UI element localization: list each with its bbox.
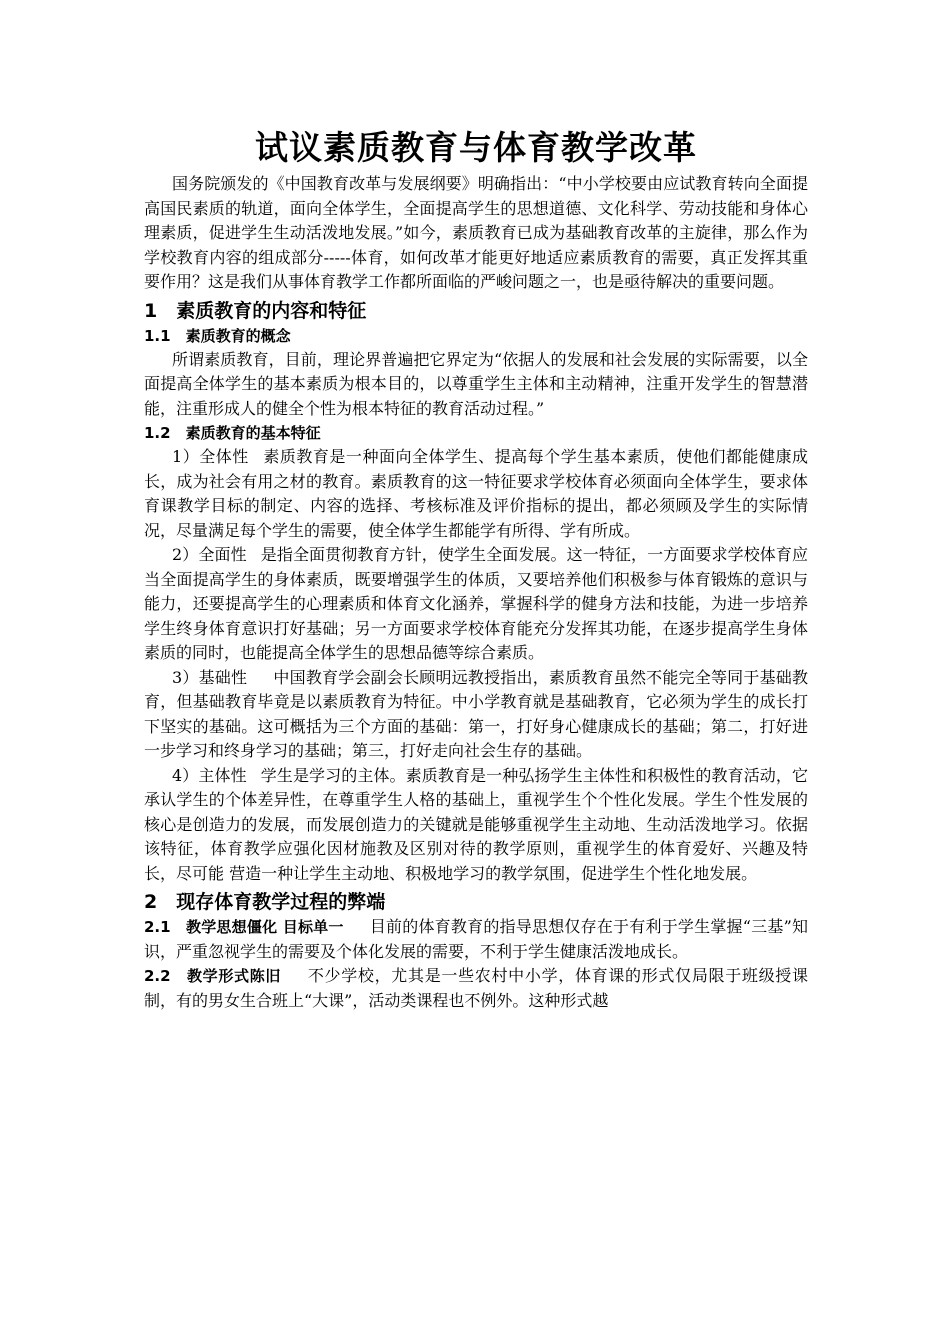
section-2-1-lead: 2.1 教学思想僵化 目标单一 <box>144 918 344 936</box>
feature-text: 是指全面贯彻教育方针，使学生全面发展。这一特征，一方面要求学校体育应当全面提高学生的身体素质，既要增强学生的体质，又要培养他们积极参与体育锻炼的意识与能力，还要提高学生的心理素质和体育文化涵养，掌握科学的健身方法和技能，为进一步培养学生终身体育意识打好基础；另一方面要求学校体育能充分发挥其功能，在逐步提高学生身体素质的同时，也能提高全体学生的思想品德等综合素质。 <box>144 545 808 662</box>
feature-item-4 <box>144 764 808 887</box>
document-title: 试议素质教育与体育教学改革 <box>255 128 697 167</box>
section-1-1-paragraph: 所谓素质教育，目前，理论界普遍把它界定为“依据人的发展和社会发展的实际需要，以全面提高全体学生的基本素质为根本目的，以尊重学生主体和主动精神，注重开发学生的智慧潜能，注重形成人的健全个性为根本特征的教育活动过程。” <box>144 349 808 418</box>
section-1-1-heading: 1.1 素质教育的概念 <box>144 326 291 345</box>
feature-label: 1）全体性 <box>172 447 249 466</box>
feature-text: 学生是学习的主体。素质教育是一种弘扬学生主体性和积极性的教育活动，它承认学生的个体差异性，在尊重学生人格的基础上，重视学生个个性化发展。学生个性发展的核心是创造力的发展，而发展创造力的关键就是能够重视学生主动地、生动活泼地学习。依据该特征，体育教学应强化因材施教及区别对待的教学原则，重视学生的体育爱好、兴趣及特长，尽可能 营造一种让学生主动地、积极地学习的教学氛围，促进学生个性化地发展。 <box>144 765 808 883</box>
section-2-heading: 2 现存体育教学过程的弊端 <box>144 891 386 913</box>
section-2-1-text: 目前的体育教育的指导思想仅存在于有利于学生掌握“三基”知识，严重忽视学生的需要及个体化发展的需要，不利于学生健康活泼地成长。 <box>144 917 808 961</box>
section-1-2-heading: 1.2 素质教育的基本特征 <box>144 424 321 442</box>
section-2-2-text: 不少学校，尤其是一些农村中小学，体育课的形式仅局限于班级授课制，有的男女生合班上“大课”，活动类课程也不例外。这种形式越 <box>144 966 808 1010</box>
feature-text: 素质教育是一种面向全体学生、提高每个学生基本素质，使他们都能健康成长，成为社会有用之材的教育。素质教育的这一特征要求学校体育必须面向全体学生，要求体育课教学目标的制定、内容的选择、考核标准及评价指标的提出，都必须顾及学生的实际情况，尽量满足每个学生的需要，使全体学生都能学有所得、学有所成。 <box>144 447 808 540</box>
section-1-heading: 1 素质教育的内容和特征 <box>144 299 367 322</box>
section-2-2-lead: 2.2 教学形式陈旧 <box>144 967 282 985</box>
feature-item-3 <box>144 666 808 764</box>
feature-label: 3）基础性 <box>172 667 248 687</box>
feature-label: 4）主体性 <box>172 765 247 785</box>
feature-label: 2）全面性 <box>172 545 247 564</box>
section-2-2-paragraph <box>144 964 808 1013</box>
feature-item-1 <box>144 445 808 543</box>
intro-paragraph: 国务院颁发的《中国教育改革与发展纲要》明确指出：“中小学校要由应试教育转向全面提高国民素质的轨道，面向全体学生，全面提高学生的思想道德、文化科学、劳动技能和身体心理素质，促进学生生动活泼地发展。”如今，素质教育已成为基础教育改革的主旋律，那么作为学校教育内容的组成部分-----体育，如何改革才能更好地适应素质教育的需要，真正发挥其重要作用？这是我们从事体育教学工作都所面临的严峻问题之一，也是亟待解决的重要问题。 <box>144 174 808 291</box>
feature-item-2 <box>144 543 808 666</box>
section-2-1-paragraph <box>144 915 808 964</box>
feature-text: 中国教育学会副会长顾明远教授指出，素质教育虽然不能完全等同于基础教育，但基础教育毕竟是以素质教育为特征。中小学教育就是基础教育，它必须为学生的成长打下坚实的基础。这可概括为三个方面的基础：第一，打好身心健康成长的基础；第二，打好进一步学习和终身学习的基础；第三，打好走向社会生存的基础。 <box>144 667 808 760</box>
